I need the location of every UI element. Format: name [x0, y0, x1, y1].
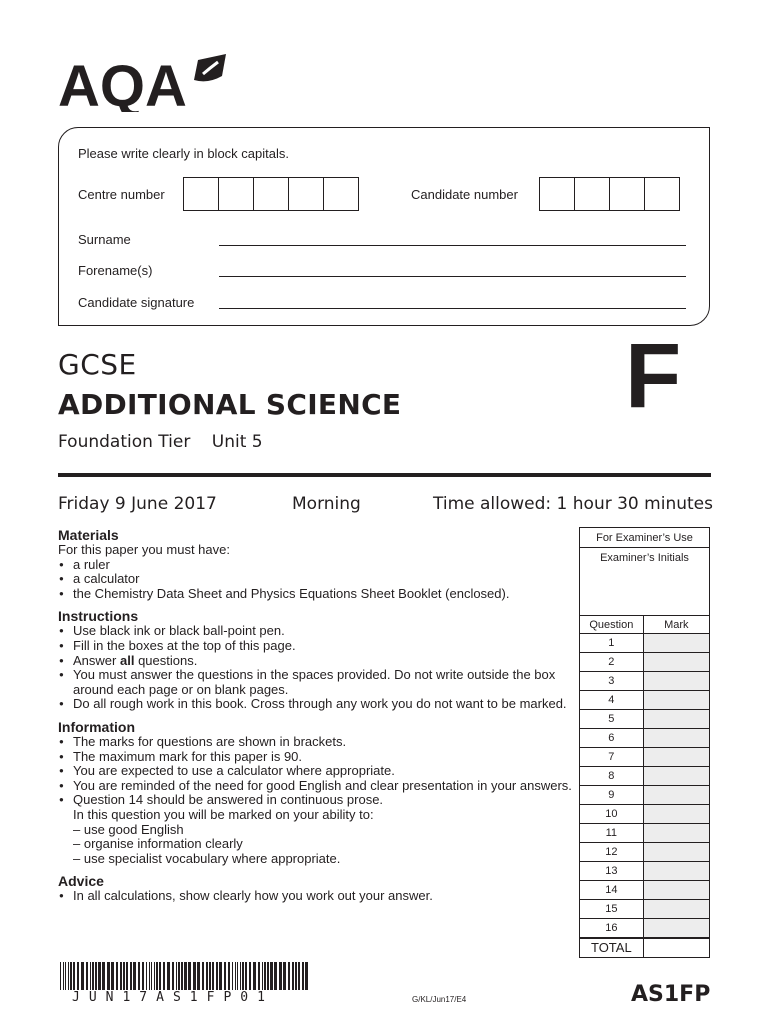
- list-item: In this question you will be marked on your ability to:: [73, 806, 374, 822]
- list-item: ● a ruler: [58, 558, 573, 573]
- advice-list: [58, 889, 573, 904]
- mark-cell[interactable]: [643, 881, 709, 900]
- mark-cell[interactable]: [643, 691, 709, 710]
- question-number: 11: [580, 824, 644, 843]
- signature-line[interactable]: [219, 308, 686, 309]
- mark-cell[interactable]: [643, 824, 709, 843]
- table-row: [580, 786, 710, 805]
- list-item: ● You must answer the questions in the spaces provided. Do not write outside the box around each page or on blank pages.: [58, 668, 573, 697]
- candidate-digit-box[interactable]: [644, 177, 680, 211]
- examiner-table-wrap: [579, 527, 710, 958]
- candidate-digit-box[interactable]: [609, 177, 645, 211]
- answer-emphasis: all: [119, 652, 135, 668]
- question-number: 13: [580, 862, 644, 881]
- candidate-number-boxes[interactable]: [540, 177, 680, 211]
- tier-line: [58, 432, 279, 452]
- table-row: [580, 729, 710, 748]
- mark-cell[interactable]: [643, 729, 709, 748]
- block-capitals-instruction: Please write clearly in block capitals.: [78, 146, 289, 161]
- tier-label: Foundation Tier: [58, 432, 191, 452]
- mark-cell[interactable]: [643, 672, 709, 691]
- candidate-digit-box[interactable]: [539, 177, 575, 211]
- total-mark-cell[interactable]: [643, 938, 709, 958]
- materials-intro: For this paper you must have:: [58, 542, 230, 557]
- advice-heading: Advice: [58, 873, 104, 890]
- examiner-initials-label: Examiner’s Initials: [600, 552, 689, 564]
- information-list: [58, 735, 573, 808]
- question-number: 3: [580, 672, 644, 691]
- question-number: 4: [580, 691, 644, 710]
- mark-cell[interactable]: [643, 786, 709, 805]
- question-number: 12: [580, 843, 644, 862]
- list-item: – organise information clearly: [73, 836, 243, 852]
- examiner-initials-cell[interactable]: [580, 548, 710, 616]
- exam-date: Friday 9 June 2017: [58, 494, 217, 514]
- question-number: 15: [580, 900, 644, 919]
- forenames-label: Forename(s): [78, 263, 153, 278]
- answer-prefix: Answer: [73, 652, 117, 668]
- table-row: [580, 824, 710, 843]
- paper-reference: G/KL/Jun17/E4: [412, 995, 467, 1004]
- list-item: ● The marks for questions are shown in brackets.: [58, 735, 573, 750]
- list-item: ● You are reminded of the need for good English and clear presentation in your answers.: [58, 779, 573, 794]
- surname-line[interactable]: [219, 245, 686, 246]
- instructions-heading: Instructions: [58, 608, 139, 625]
- answer-suffix: questions.: [138, 652, 198, 668]
- question-number: 6: [580, 729, 644, 748]
- mark-column-header: Mark: [643, 616, 709, 634]
- table-row: [580, 767, 710, 786]
- instructions-list: [58, 624, 573, 712]
- list-item: ● Do all rough work in this book. Cross through any work you do not want to be marked.: [58, 697, 573, 712]
- tier-letter: F: [625, 325, 682, 427]
- table-row: [580, 653, 710, 672]
- examiner-use-title: For Examiner’s Use: [580, 528, 710, 548]
- signature-label: Candidate signature: [78, 295, 195, 310]
- list-item: ● a calculator: [58, 572, 573, 587]
- list-item: – use specialist vocabulary where appropriate.: [73, 850, 341, 866]
- list-item: ● In all calculations, show clearly how you work out your answer.: [58, 889, 573, 904]
- candidate-digit-box[interactable]: [574, 177, 610, 211]
- unit-label: Unit 5: [211, 432, 263, 452]
- list-item: ● You are expected to use a calculator where appropriate.: [58, 764, 573, 779]
- materials-list: [58, 558, 573, 602]
- logo-wordmark: AQA: [58, 54, 187, 112]
- barcode: [60, 962, 308, 990]
- information-heading: Information: [58, 718, 135, 735]
- table-row: [580, 805, 710, 824]
- mark-cell[interactable]: [643, 805, 709, 824]
- front-page-notes: [58, 527, 573, 904]
- list-item: – use good English: [73, 821, 184, 837]
- centre-digit-box[interactable]: [323, 177, 359, 211]
- question-number: 14: [580, 881, 644, 900]
- table-row: [580, 881, 710, 900]
- centre-digit-box[interactable]: [288, 177, 324, 211]
- table-row: [580, 691, 710, 710]
- question-number: 7: [580, 748, 644, 767]
- qualification-title: GCSE: [58, 348, 137, 381]
- list-item: ● Fill in the boxes at the top of this page.: [58, 639, 573, 654]
- exam-session: Morning: [292, 494, 361, 514]
- information-continuation: [58, 808, 573, 866]
- table-row: [580, 748, 710, 767]
- candidate-number-label: Candidate number: [411, 187, 518, 202]
- question-number: 1: [580, 634, 644, 653]
- table-row: [580, 900, 710, 919]
- mark-cell[interactable]: [643, 843, 709, 862]
- mark-cell[interactable]: [643, 748, 709, 767]
- table-row: [580, 710, 710, 729]
- mark-cell[interactable]: [643, 634, 709, 653]
- table-row: [580, 843, 710, 862]
- question-number: 2: [580, 653, 644, 672]
- barcode-number: JUN17AS1FP01: [72, 990, 274, 1005]
- surname-label: Surname: [78, 232, 131, 247]
- question-number: 5: [580, 710, 644, 729]
- total-label: TOTAL: [580, 938, 644, 958]
- centre-number-boxes[interactable]: [184, 177, 359, 211]
- mark-cell[interactable]: [643, 862, 709, 881]
- question-column-header: Question: [580, 616, 644, 634]
- examiner-table: [579, 527, 710, 958]
- title-rule: [58, 473, 711, 477]
- question-number: 8: [580, 767, 644, 786]
- aqa-logo: [58, 50, 228, 117]
- centre-number-label: Centre number: [78, 187, 165, 202]
- question-number: 9: [580, 786, 644, 805]
- barcode-graphic: [60, 962, 308, 990]
- mark-cell[interactable]: [643, 919, 709, 938]
- centre-digit-box[interactable]: [253, 177, 289, 211]
- list-item: [58, 654, 573, 669]
- mark-cell[interactable]: [643, 767, 709, 786]
- question-number: 16: [580, 919, 644, 938]
- materials-heading: Materials: [58, 527, 119, 543]
- table-row: [580, 634, 710, 653]
- mark-cell[interactable]: [643, 710, 709, 729]
- centre-digit-box[interactable]: [183, 177, 219, 211]
- forenames-line[interactable]: [219, 276, 686, 277]
- mark-cell[interactable]: [643, 653, 709, 672]
- table-row: [580, 919, 710, 938]
- table-row: [580, 862, 710, 881]
- subject-title: ADDITIONAL SCIENCE: [58, 388, 402, 421]
- table-row: [580, 672, 710, 691]
- question-number: 10: [580, 805, 644, 824]
- list-item: ● Use black ink or black ball-point pen.: [58, 624, 573, 639]
- paper-code: AS1FP: [631, 982, 711, 1007]
- list-item: ● Question 14 should be answered in continuous prose.: [58, 793, 573, 808]
- mark-cell[interactable]: [643, 900, 709, 919]
- list-item: ● The maximum mark for this paper is 90.: [58, 750, 573, 765]
- time-allowed: Time allowed: 1 hour 30 minutes: [433, 494, 713, 514]
- list-item: ● the Chemistry Data Sheet and Physics Equations Sheet Booklet (enclosed).: [58, 587, 573, 602]
- centre-digit-box[interactable]: [218, 177, 254, 211]
